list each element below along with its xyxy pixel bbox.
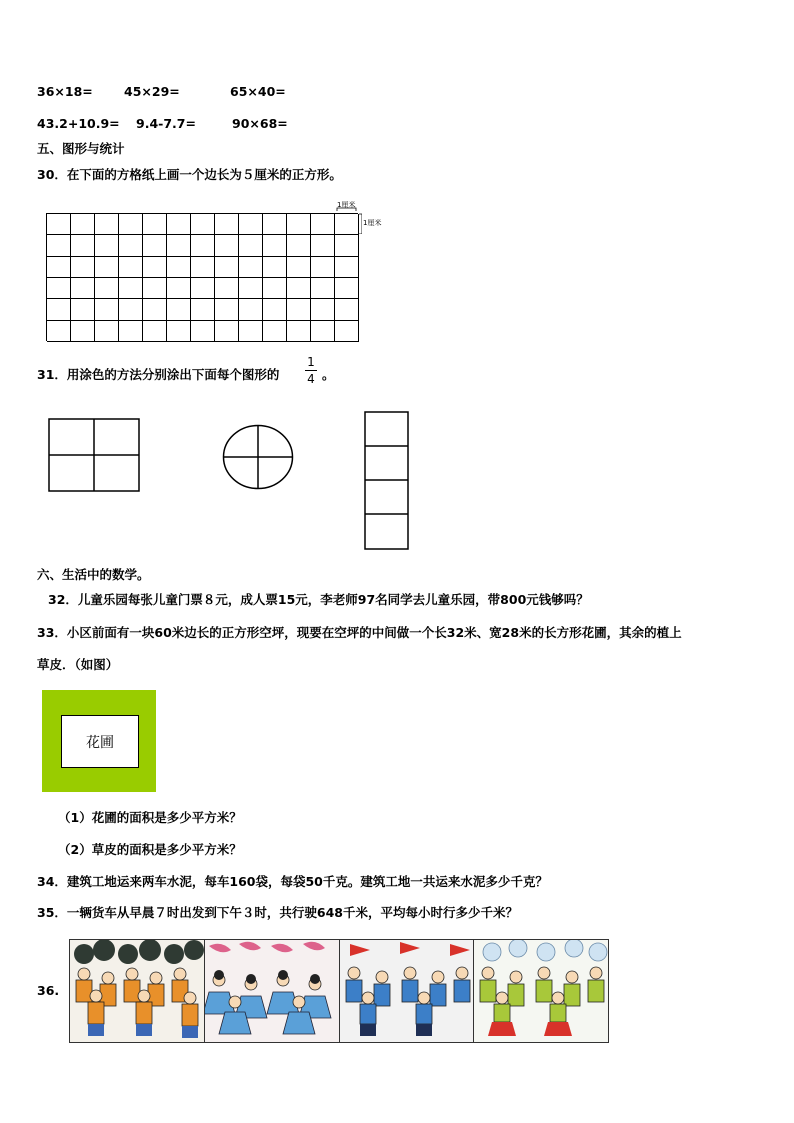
calc-6: 90×68=: [232, 116, 288, 131]
section-title-5: 五、图形与统计: [37, 141, 125, 156]
question-30: 30．在下面的方格纸上画一个边长为５厘米的正方形。: [37, 167, 342, 182]
grid-cell[interactable]: [335, 321, 359, 342]
grid-cell[interactable]: [119, 257, 143, 278]
grid-cell[interactable]: [215, 278, 239, 299]
group-picture-2: [205, 940, 340, 1042]
grid-cell[interactable]: [263, 257, 287, 278]
grid-cell[interactable]: [143, 235, 167, 256]
grid-cell[interactable]: [119, 299, 143, 320]
grid-cell[interactable]: [335, 257, 359, 278]
grid-cell[interactable]: [191, 214, 215, 235]
grid-cell[interactable]: [239, 321, 263, 342]
grid-cell[interactable]: [143, 299, 167, 320]
grid-unit-top-label: 1厘米: [337, 201, 356, 209]
grid-cell[interactable]: [215, 235, 239, 256]
grid-cell[interactable]: [167, 321, 191, 342]
grid-cell[interactable]: [71, 278, 95, 299]
question-31-end: 。: [322, 367, 335, 382]
grid-unit-side-label: 1厘米: [363, 219, 382, 227]
grid-cell[interactable]: [167, 299, 191, 320]
calc-4: 43.2+10.9=: [37, 116, 120, 131]
grid-cell[interactable]: [167, 257, 191, 278]
question-33-line2: 草皮．（如图）: [37, 657, 119, 672]
grid-cell[interactable]: [287, 235, 311, 256]
grid-cell[interactable]: [95, 235, 119, 256]
column-quarters-shape[interactable]: [364, 411, 410, 551]
grid-cell[interactable]: [119, 235, 143, 256]
question-33-line1: 33．小区前面有一块60米边长的正方形空坪，现要在空坪的中间做一个长32米、宽28米的长方形花圃，其余的植上: [37, 625, 682, 640]
grid-cell[interactable]: [239, 214, 263, 235]
section-title-6: 六、生活中的数学。: [37, 567, 150, 582]
grid-cell[interactable]: [191, 321, 215, 342]
grid-cell[interactable]: [95, 299, 119, 320]
group-picture-4: [474, 940, 608, 1042]
grid-cell[interactable]: [287, 299, 311, 320]
grid-cell[interactable]: [143, 278, 167, 299]
grid-cell[interactable]: [95, 257, 119, 278]
grid-cell[interactable]: [287, 257, 311, 278]
group-3-illustration: [340, 940, 474, 1042]
grid-cell[interactable]: [47, 299, 71, 320]
grid-cell[interactable]: [263, 278, 287, 299]
group-picture-1: [70, 940, 205, 1042]
grid-cell[interactable]: [167, 278, 191, 299]
grid-cell[interactable]: [167, 214, 191, 235]
students-picture-strip: [69, 939, 609, 1043]
grid-cell[interactable]: [95, 321, 119, 342]
grid-cell[interactable]: [311, 278, 335, 299]
grid-cell[interactable]: [71, 321, 95, 342]
fraction-denominator: 4: [307, 372, 315, 386]
grid-cell[interactable]: [239, 257, 263, 278]
grid-cell[interactable]: [47, 321, 71, 342]
grid-cell[interactable]: [143, 214, 167, 235]
grid-cell[interactable]: [287, 214, 311, 235]
question-33-sub1: （1）花圃的面积是多少平方米？: [58, 810, 242, 825]
garden-rectangle: 花圃: [61, 715, 139, 768]
grid-cell[interactable]: [71, 235, 95, 256]
grid-unit-brackets: [334, 204, 362, 234]
grid-cell[interactable]: [119, 278, 143, 299]
grid-cell[interactable]: [191, 278, 215, 299]
grid-cell[interactable]: [263, 321, 287, 342]
grid-cell[interactable]: [311, 321, 335, 342]
grid-cell[interactable]: [191, 235, 215, 256]
grid-cell[interactable]: [287, 278, 311, 299]
question-31: 31．用涂色的方法分别涂出下面每个图形的: [37, 367, 280, 382]
grid-cell[interactable]: [167, 235, 191, 256]
grid-cell[interactable]: [143, 321, 167, 342]
calc-1: 36×18=: [37, 84, 93, 99]
grid-cell[interactable]: [215, 214, 239, 235]
group-4-illustration: [474, 940, 608, 1042]
grid-cell[interactable]: [287, 321, 311, 342]
grid-cell[interactable]: [47, 214, 71, 235]
calc-5: 9.4-7.7=: [136, 116, 196, 131]
grid-cell[interactable]: [71, 257, 95, 278]
grid-cell[interactable]: [311, 257, 335, 278]
question-36: 36.: [37, 983, 60, 998]
grid-cell[interactable]: [311, 235, 335, 256]
grid-cell[interactable]: [263, 214, 287, 235]
grid-cell[interactable]: [215, 299, 239, 320]
grid-cell[interactable]: [239, 278, 263, 299]
grid-cell[interactable]: [335, 299, 359, 320]
group-1-illustration: [70, 940, 204, 1042]
fraction-quarter: [305, 355, 317, 386]
grid-cell[interactable]: [263, 299, 287, 320]
grid-cell[interactable]: [191, 257, 215, 278]
question-32: 32．儿童乐园每张儿童门票８元，成人票15元，李老师97名同学去儿童乐园，带800元钱够吗？: [48, 592, 589, 607]
grid-paper[interactable]: [46, 213, 358, 341]
grid-cell[interactable]: [239, 235, 263, 256]
question-35: 35．一辆货车从早晨７时出发到下午３时，共行驶648千米，平均每小时行多少千米？: [37, 905, 518, 920]
grid-cell[interactable]: [263, 235, 287, 256]
grid-cell[interactable]: [71, 214, 95, 235]
circle-quarters-shape[interactable]: [222, 424, 294, 490]
grid-cell[interactable]: [119, 321, 143, 342]
grid-cell[interactable]: [239, 299, 263, 320]
grid-cell[interactable]: [47, 257, 71, 278]
fraction-numerator: 1: [307, 355, 315, 369]
grid-cell[interactable]: [311, 299, 335, 320]
calc-2: 45×29=: [124, 84, 180, 99]
grid-cell[interactable]: [95, 278, 119, 299]
grid-cell[interactable]: [95, 214, 119, 235]
grid-cell[interactable]: [47, 278, 71, 299]
grid-cell[interactable]: [215, 321, 239, 342]
question-33-sub2: （2）草皮的面积是多少平方米？: [58, 842, 242, 857]
grid-cell[interactable]: [311, 214, 335, 235]
rectangle-quarters-shape[interactable]: [48, 418, 140, 492]
grid-cell[interactable]: [119, 214, 143, 235]
calc-3: 65×40=: [230, 84, 286, 99]
grid-cell[interactable]: [191, 299, 215, 320]
grid-cell[interactable]: [47, 235, 71, 256]
question-34: 34．建筑工地运来两车水泥，每车160袋，每袋50千克。建筑工地一共运来水泥多少千克？: [37, 874, 548, 889]
group-2-illustration: [205, 940, 339, 1042]
grid-cell[interactable]: [143, 257, 167, 278]
grid-cell[interactable]: [335, 278, 359, 299]
grid-cell[interactable]: [335, 235, 359, 256]
grid-cell[interactable]: [215, 257, 239, 278]
group-picture-3: [340, 940, 475, 1042]
grid-cell[interactable]: [71, 299, 95, 320]
